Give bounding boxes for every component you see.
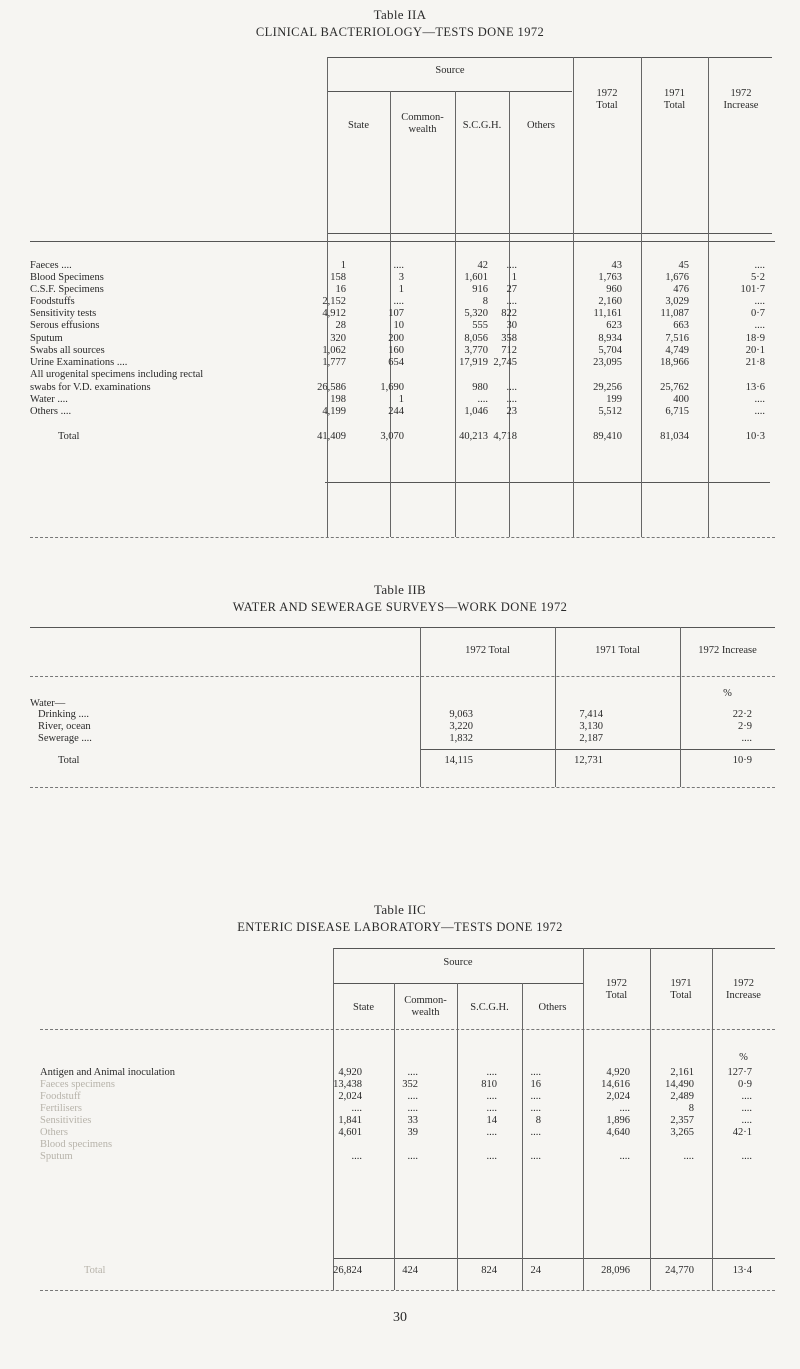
cell-value: .... (486, 1067, 497, 1078)
cell-value: 43 (611, 260, 622, 271)
cell-value: 89,410 (593, 431, 622, 442)
iib-header-1971-total: 1971 Total (595, 645, 640, 656)
cell-value: .... (754, 296, 765, 307)
cell-value: 712 (501, 345, 517, 356)
row-label: Foodstuff (40, 1091, 81, 1102)
row-label: Sputum (40, 1151, 73, 1162)
cell-value: 23 (506, 406, 517, 417)
cell-value: 2,357 (670, 1115, 694, 1126)
cell-value: 5,512 (598, 406, 622, 417)
cell-value: 14,115 (444, 755, 473, 766)
cell-value: .... (754, 260, 765, 271)
cell-value: .... (754, 394, 765, 405)
cell-value: 244 (388, 406, 404, 417)
cell-value: 5,704 (598, 345, 622, 356)
cell-value: 2,152 (322, 296, 346, 307)
iic-header-scgh: S.C.G.H. (470, 1002, 509, 1013)
header-source: Source (435, 65, 465, 76)
cell-value: 11,087 (660, 308, 689, 319)
cell-value: 12,731 (574, 755, 603, 766)
cell-value: 10 (393, 320, 404, 331)
table-row (0, 320, 800, 333)
cell-value: 3,070 (380, 431, 404, 442)
cell-value: 16 (530, 1079, 541, 1090)
cell-value: 101·7 (740, 284, 765, 295)
cell-value: 17,919 (459, 357, 488, 368)
cell-value: 6,715 (665, 406, 689, 417)
cell-value: .... (486, 1127, 497, 1138)
cell-value: .... (506, 394, 517, 405)
cell-value: .... (754, 406, 765, 417)
iic-header-commonwealth: Common- wealth (404, 995, 447, 1018)
cell-value: 13,438 (333, 1079, 362, 1090)
cell-value: 476 (673, 284, 689, 295)
cell-value: 30 (506, 320, 517, 331)
row-label: Serous effusions (30, 320, 100, 331)
cell-value: 5,320 (464, 308, 488, 319)
cell-value: 916 (472, 284, 488, 295)
cell-value: .... (486, 1103, 497, 1114)
cell-value: .... (407, 1103, 418, 1114)
row-label: Others .... (30, 406, 72, 417)
cell-value: 2,489 (670, 1091, 694, 1102)
table-iia-title: Table IIA (373, 7, 427, 22)
iic-header-1972-increase: 1972 Increase (726, 978, 761, 1001)
cell-value: 8 (535, 1115, 541, 1126)
iib-group-label: Water— (30, 698, 66, 709)
cell-value: 0·7 (751, 308, 765, 319)
cell-value: 24 (530, 1265, 541, 1276)
cell-value: 555 (472, 320, 488, 331)
cell-value: .... (351, 1151, 362, 1162)
cell-value: 4,601 (338, 1127, 362, 1138)
cell-value: 8 (688, 1103, 694, 1114)
cell-value: 33 (407, 1115, 418, 1126)
cell-value: 5·2 (751, 272, 765, 283)
table-row (0, 369, 800, 382)
cell-value: .... (530, 1151, 541, 1162)
cell-value: .... (530, 1103, 541, 1114)
cell-value: 199 (606, 394, 622, 405)
cell-value: 3,220 (449, 721, 473, 732)
table-iic-top-rule (333, 948, 775, 949)
table-iic-total-rule (333, 1258, 775, 1259)
cell-value: 4,199 (322, 406, 346, 417)
cell-value: 11,161 (593, 308, 622, 319)
row-label: C.S.F. Specimens (30, 284, 104, 295)
total-row (0, 431, 800, 444)
cell-value: 13·4 (732, 1265, 752, 1276)
cell-value: 21·8 (745, 357, 765, 368)
cell-value: 1,896 (606, 1115, 630, 1126)
cell-value: 158 (330, 272, 346, 283)
row-label: Foodstuffs (30, 296, 75, 307)
cell-value: .... (619, 1151, 630, 1162)
table-row (0, 733, 800, 746)
cell-value: 10·9 (732, 755, 752, 766)
header-1972-total: 1972 Total (596, 88, 618, 111)
row-label: Faeces specimens (40, 1079, 115, 1090)
iic-header-1972-total: 1972 Total (605, 978, 628, 1001)
cell-value: 14,490 (665, 1079, 694, 1090)
cell-value: 320 (330, 333, 346, 344)
cell-value: 81,034 (660, 431, 689, 442)
row-label: Faeces .... (30, 260, 72, 271)
cell-value: .... (407, 1151, 418, 1162)
cell-value: .... (619, 1103, 630, 1114)
cell-value: 7,414 (579, 709, 603, 720)
table-iic-header-rule (40, 1029, 775, 1030)
cell-value: .... (741, 1103, 752, 1114)
row-label: River, ocean (38, 721, 91, 732)
cell-value: .... (407, 1067, 418, 1078)
cell-value: 200 (388, 333, 404, 344)
cell-value: 2,160 (598, 296, 622, 307)
cell-value: 4,912 (322, 308, 346, 319)
iib-header-1972-increase: 1972 Increase (698, 645, 757, 656)
cell-value: 1 (340, 260, 346, 271)
iic-percent-label: % (739, 1052, 748, 1063)
cell-value: .... (486, 1151, 497, 1162)
iic-header-state: State (353, 1002, 374, 1013)
row-label: Antigen and Animal inoculation (40, 1067, 176, 1078)
cell-value: 1 (398, 284, 404, 295)
cell-value: .... (683, 1151, 694, 1162)
table-iia-total-rule (325, 482, 770, 483)
cell-value: 1,046 (464, 406, 488, 417)
cell-value: .... (506, 382, 517, 393)
cell-value: 2,187 (579, 733, 603, 744)
row-label: Total (58, 431, 80, 442)
table-row (0, 1151, 800, 1164)
cell-value: 14 (486, 1115, 497, 1126)
cell-value: 27 (506, 284, 517, 295)
row-label: Total (84, 1265, 106, 1276)
row-label: Water .... (30, 394, 68, 405)
row-label: Blood Specimens (30, 272, 104, 283)
cell-value: 18·9 (745, 333, 765, 344)
cell-value: 2,161 (670, 1067, 694, 1078)
cell-value: 1 (511, 272, 517, 283)
table-row (0, 406, 800, 419)
cell-value: 25,762 (660, 382, 689, 393)
cell-value: .... (351, 1103, 362, 1114)
row-label: Sensitivity tests (30, 308, 97, 319)
cell-value: 4,920 (338, 1067, 362, 1078)
cell-value: 824 (481, 1265, 497, 1276)
cell-value: 2,745 (493, 357, 517, 368)
cell-value: 1,763 (598, 272, 622, 283)
cell-value: 26,824 (333, 1265, 362, 1276)
cell-value: 1,601 (464, 272, 488, 283)
cell-value: 10·3 (745, 431, 765, 442)
cell-value: .... (393, 260, 404, 271)
cell-value: 3,770 (464, 345, 488, 356)
table-iic-caption: ENTERIC DISEASE LABORATORY—TESTS DONE 1972 (237, 920, 563, 934)
cell-value: .... (530, 1067, 541, 1078)
cell-value: 22·2 (732, 709, 752, 720)
row-label: Urine Examinations .... (30, 357, 128, 368)
cell-value: .... (530, 1127, 541, 1138)
cell-value: 4,718 (493, 431, 517, 442)
cell-value: .... (754, 320, 765, 331)
row-label: Swabs all sources (30, 345, 105, 356)
cell-value: 16 (335, 284, 346, 295)
cell-value: 3 (398, 272, 404, 283)
cell-value: 8,056 (464, 333, 488, 344)
cell-value: 45 (678, 260, 689, 271)
cell-value: 0·9 (738, 1079, 752, 1090)
cell-value: 29,256 (593, 382, 622, 393)
cell-value: 4,749 (665, 345, 689, 356)
header-state: State (348, 120, 369, 131)
cell-value: 26,586 (317, 382, 346, 393)
header-scgh: S.C.G.H. (462, 120, 502, 131)
row-label: Others (40, 1127, 68, 1138)
header-others: Others (527, 120, 555, 131)
cell-value: .... (506, 260, 517, 271)
cell-value: 663 (673, 320, 689, 331)
cell-value: 39 (407, 1127, 418, 1138)
row-label: Sputum (30, 333, 63, 344)
cell-value: 40,213 (459, 431, 488, 442)
iic-header-source: Source (443, 957, 473, 968)
cell-value: .... (530, 1091, 541, 1102)
cell-value: 18,966 (660, 357, 689, 368)
table-iia-top-rule (327, 57, 772, 58)
cell-value: 980 (472, 382, 488, 393)
cell-value: 352 (402, 1079, 418, 1090)
cell-value: 4,920 (606, 1067, 630, 1078)
cell-value: 424 (402, 1265, 418, 1276)
cell-value: 14,616 (601, 1079, 630, 1090)
cell-value: .... (741, 1151, 752, 1162)
cell-value: .... (741, 1115, 752, 1126)
cell-value: 1 (398, 394, 404, 405)
iic-header-others: Others (538, 1002, 567, 1013)
row-label: swabs for V.D. examinations (30, 382, 151, 393)
row-label: All urogenital specimens including rectal (30, 369, 204, 380)
cell-value: 8,934 (598, 333, 622, 344)
cell-value: 42·1 (732, 1127, 752, 1138)
cell-value: 28 (335, 320, 346, 331)
cell-value: 1,841 (338, 1115, 362, 1126)
row-label: Sensitivities (40, 1115, 92, 1126)
cell-value: 9,063 (449, 709, 473, 720)
table-iia-header-rule (30, 241, 775, 242)
row-label: Drinking .... (38, 709, 90, 720)
cell-value: 3,029 (665, 296, 689, 307)
cell-value: 358 (501, 333, 517, 344)
total-row (0, 1265, 800, 1278)
cell-value: .... (506, 296, 517, 307)
cell-value: 3,130 (579, 721, 603, 732)
header-commonwealth: Common- wealth (401, 112, 444, 135)
cell-value: 1,676 (665, 272, 689, 283)
cell-value: 623 (606, 320, 622, 331)
cell-value: 160 (388, 345, 404, 356)
cell-value: 28,096 (601, 1265, 630, 1276)
iib-header-1972-total: 1972 Total (465, 645, 510, 656)
header-1971-total: 1971 Total (663, 88, 686, 111)
cell-value: 41,409 (317, 431, 346, 442)
cell-value: .... (407, 1091, 418, 1102)
cell-value: 107 (388, 308, 404, 319)
cell-value: .... (393, 296, 404, 307)
table-iia-caption: CLINICAL BACTERIOLOGY—TESTS DONE 1972 (255, 25, 545, 39)
iic-header-1971-total: 1971 Total (670, 978, 692, 1001)
cell-value: 654 (388, 357, 404, 368)
cell-value: 1,690 (380, 382, 404, 393)
iib-percent-label: % (723, 688, 732, 699)
cell-value: .... (477, 394, 488, 405)
cell-value: 42 (477, 260, 488, 271)
cell-value: 400 (673, 394, 689, 405)
cell-value: .... (741, 1091, 752, 1102)
cell-value: 24,770 (665, 1265, 694, 1276)
row-label: Fertilisers (40, 1103, 82, 1114)
cell-value: 1,062 (322, 345, 346, 356)
row-label: Sewerage .... (38, 733, 92, 744)
cell-value: 4,640 (606, 1127, 630, 1138)
table-iib-top-rule (30, 627, 775, 628)
table-iib-title: Table IIB (374, 582, 426, 597)
page-number: 30 (393, 1310, 407, 1325)
cell-value: 127·7 (727, 1067, 752, 1078)
total-row (0, 755, 800, 768)
table-iic-title: Table IIC (374, 902, 426, 917)
table-iib-caption: WATER AND SEWERAGE SURVEYS—WORK DONE 1972 (232, 600, 568, 614)
cell-value: 13·6 (745, 382, 765, 393)
header-1972-increase: 1972 Increase (723, 88, 759, 111)
cell-value: 23,095 (593, 357, 622, 368)
cell-value: 960 (606, 284, 622, 295)
cell-value: 8 (482, 296, 488, 307)
cell-value: 1,777 (322, 357, 346, 368)
cell-value: 822 (501, 308, 517, 319)
cell-value: 810 (481, 1079, 497, 1090)
cell-value: 2,024 (338, 1091, 362, 1102)
cell-value: 1,832 (449, 733, 473, 744)
cell-value: 3,265 (670, 1127, 694, 1138)
cell-value: 20·1 (745, 345, 765, 356)
row-label: Total (58, 755, 80, 766)
cell-value: 198 (330, 394, 346, 405)
cell-value: .... (741, 733, 752, 744)
cell-value: 7,516 (665, 333, 689, 344)
row-label: Blood specimens (40, 1139, 113, 1150)
cell-value: 2·9 (738, 721, 752, 732)
cell-value: .... (486, 1091, 497, 1102)
cell-value: 2,024 (606, 1091, 630, 1102)
